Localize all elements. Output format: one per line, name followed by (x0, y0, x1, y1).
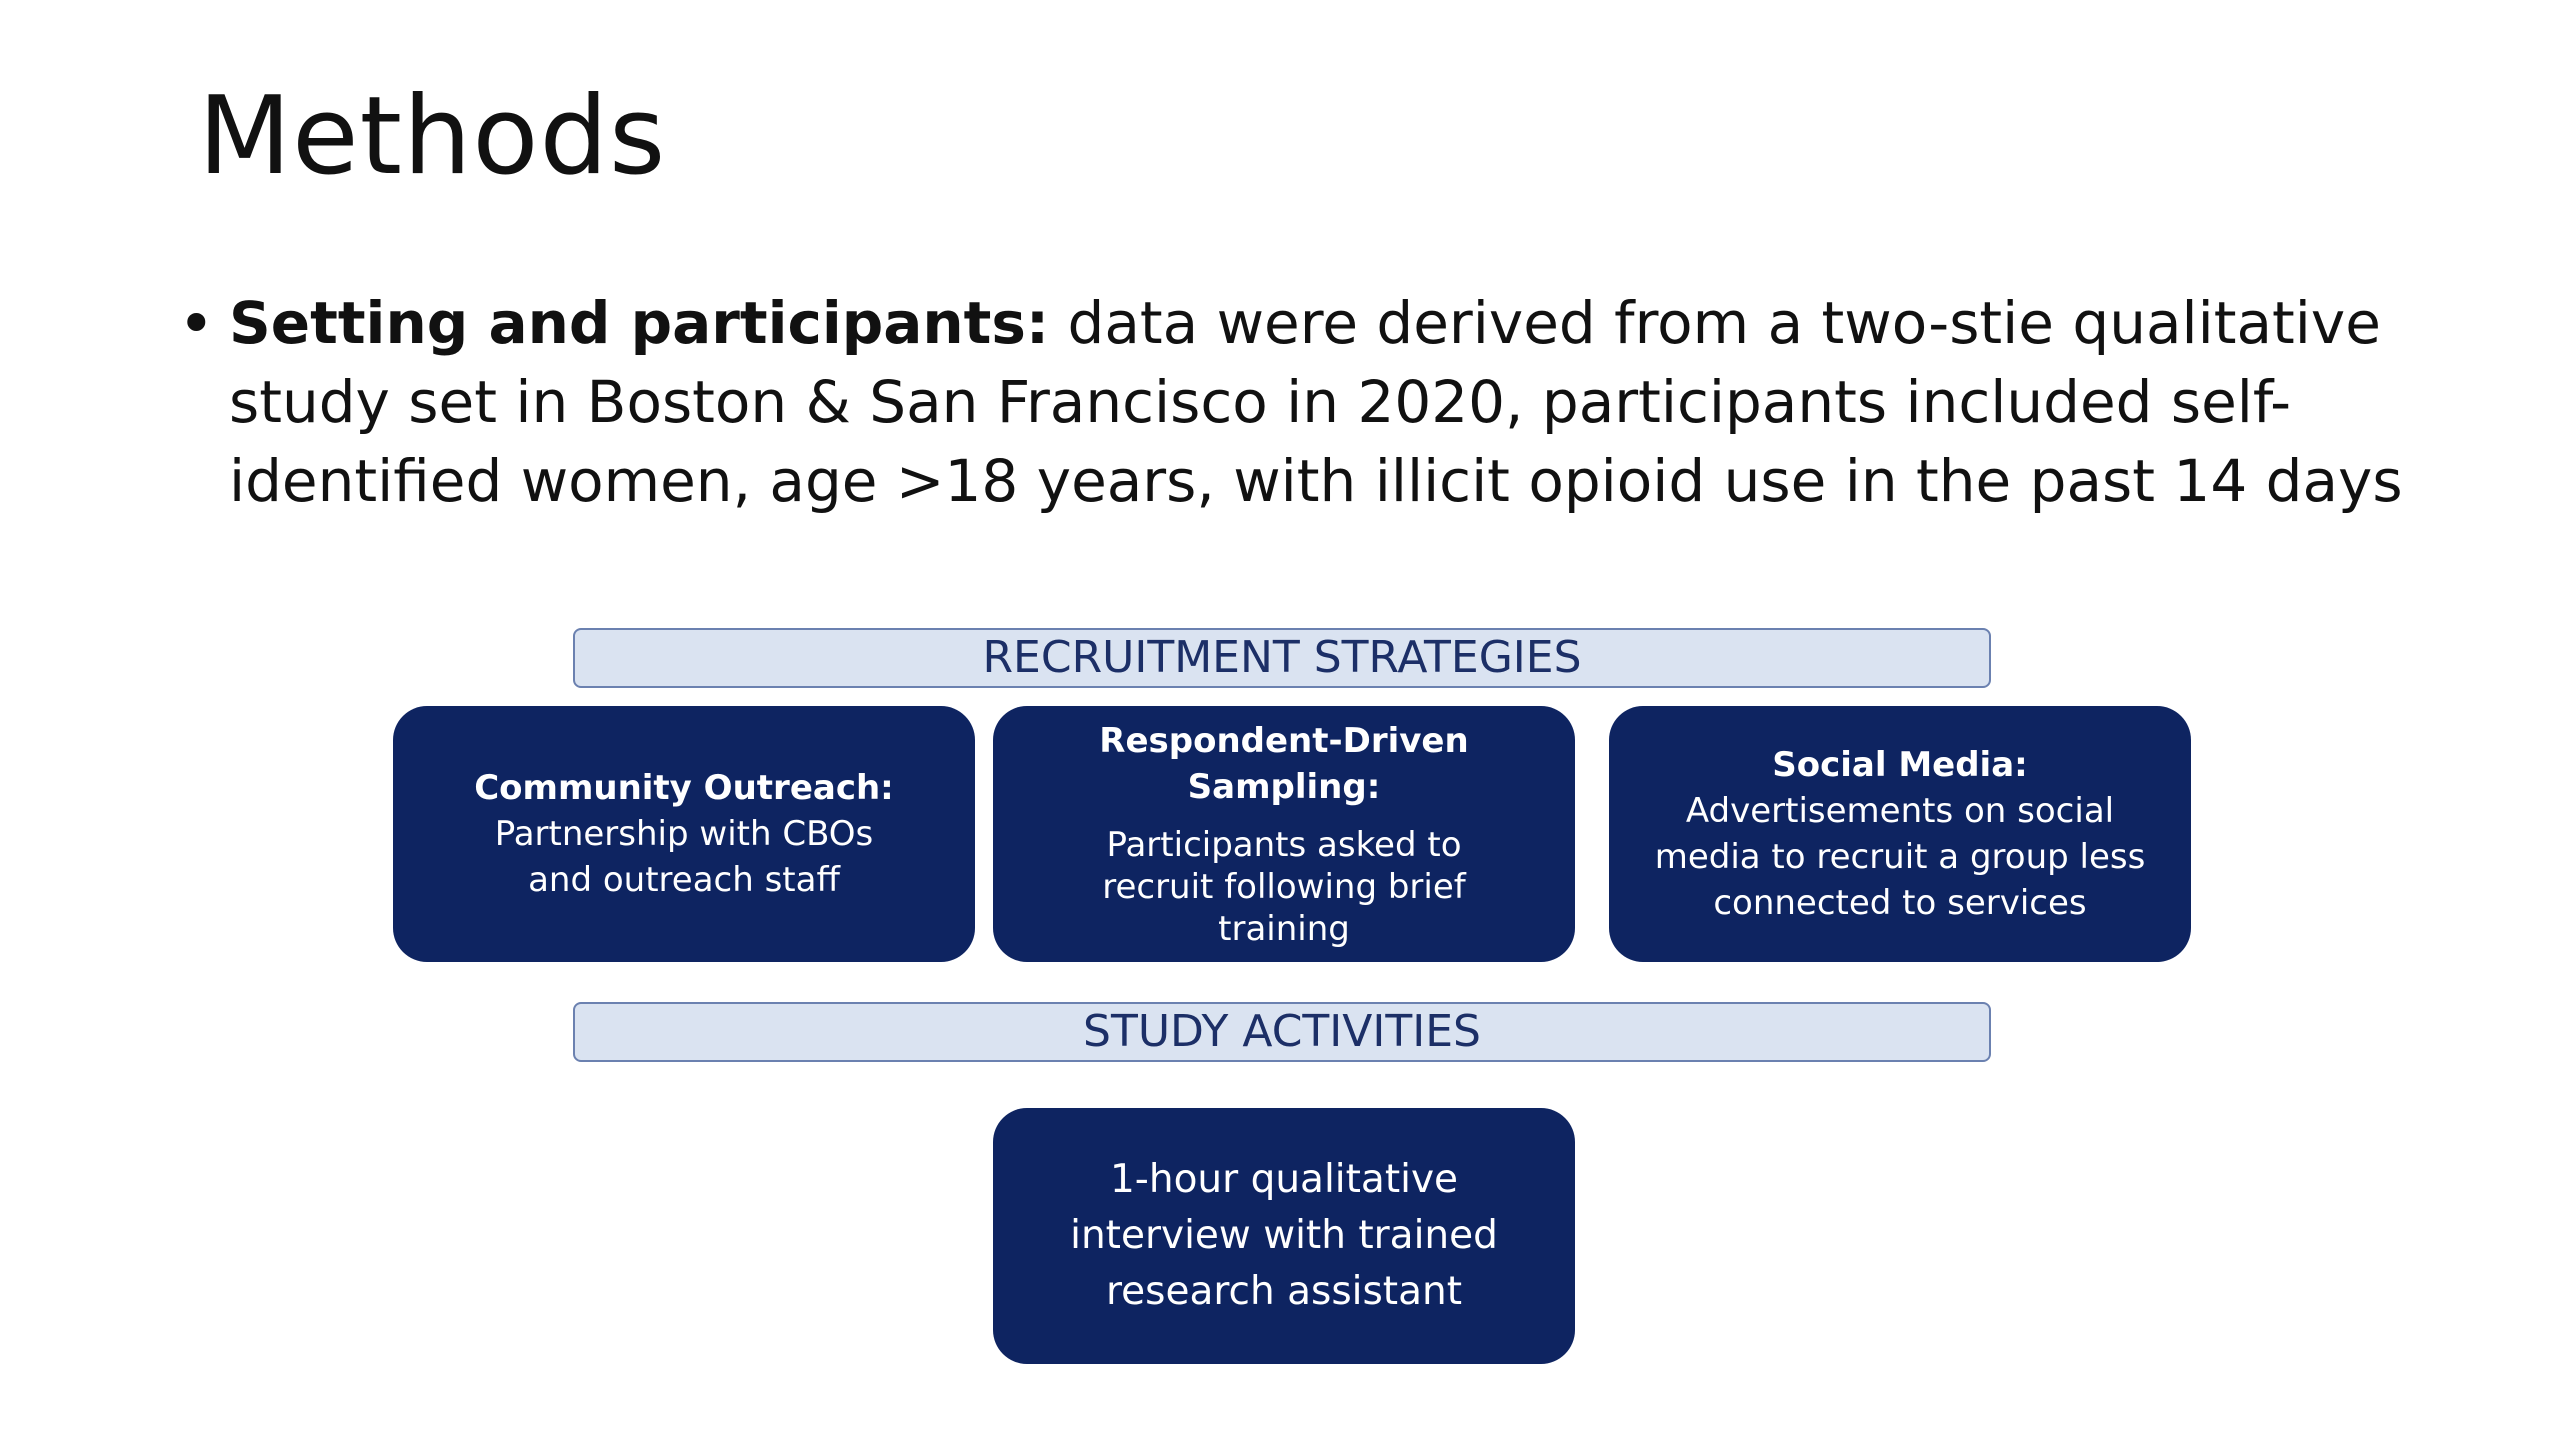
bullet-text (229, 284, 2438, 521)
card-description: Partnership with CBOs and outreach staff (494, 814, 874, 900)
card-content (1017, 718, 1551, 950)
qualitative-interview-card (993, 1108, 1575, 1364)
respondent-driven-sampling-card (993, 706, 1575, 962)
bullet-line-3: identified women, age >18 years, with illicit opioid use in the past 14 days (229, 447, 2403, 515)
card-heading: Community Outreach: (474, 768, 894, 808)
bullet-marker: • (178, 287, 215, 360)
bullet-line-1-rest: data were derived from a two-stie qualitative (1049, 289, 2381, 357)
card-description: Participants asked to recruit following brief training (1102, 825, 1466, 949)
study-activities-header: STUDY ACTIVITIES (573, 1002, 1991, 1062)
community-outreach-card (393, 706, 975, 962)
bullet-line-1 (229, 284, 2438, 363)
card-description: 1-hour qualitative interview with trained research assistant (1070, 1157, 1498, 1314)
slide-title: Methods (198, 74, 667, 199)
bullet-lead: Setting and participants: (229, 289, 1050, 357)
card-content (417, 765, 951, 903)
recruitment-strategies-header: RECRUITMENT STRATEGIES (573, 628, 1991, 688)
card-heading: Social Media: (1772, 745, 2028, 785)
social-media-card (1609, 706, 2191, 962)
card-heading: Respondent-Driven Sampling: (1099, 721, 1469, 807)
card-description: Advertisements on social media to recruit a group less connected to services (1654, 791, 2146, 923)
card-content (1633, 742, 2167, 926)
bullet-point (178, 284, 2438, 521)
bullet-line-2: study set in Boston & San Francisco in 2020, participants included self- (229, 368, 2292, 436)
card-content (1017, 1152, 1551, 1320)
